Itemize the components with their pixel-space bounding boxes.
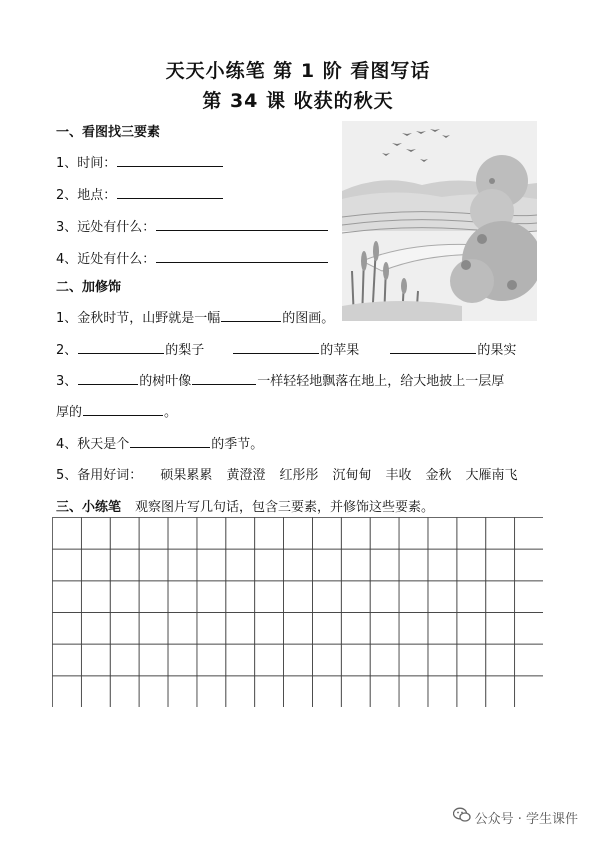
grid-cell[interactable]: [486, 644, 515, 676]
grid-cell[interactable]: [457, 613, 486, 645]
grid-cell[interactable]: [110, 518, 139, 550]
grid-cell[interactable]: [255, 613, 284, 645]
q2-fruit: 的果实: [477, 343, 517, 358]
grid-cell[interactable]: [284, 676, 313, 707]
q2-pear: 的梨子: [165, 343, 205, 358]
grid-cell[interactable]: [486, 613, 515, 645]
grid-cell[interactable]: [110, 613, 139, 645]
grid-cell[interactable]: [197, 613, 226, 645]
word-item: 丰收: [385, 468, 412, 483]
grid-cell[interactable]: [168, 676, 197, 707]
grid-cell[interactable]: [226, 676, 255, 707]
grid-cell[interactable]: [255, 644, 284, 676]
q2-number: 2、: [56, 343, 78, 358]
q3-rest: 一样轻轻地飘落在地上，给大地披上一层厚: [257, 374, 505, 389]
q2-line: [56, 339, 516, 358]
grid-cell[interactable]: [139, 613, 168, 645]
grid-cell[interactable]: [110, 581, 139, 613]
grid-cell[interactable]: [312, 549, 341, 581]
q4-line: [56, 433, 263, 452]
grid-cell[interactable]: [53, 676, 82, 707]
place-label: 2、地点：: [56, 188, 117, 203]
grid-cell[interactable]: [428, 518, 457, 550]
grid-cell[interactable]: [515, 676, 543, 707]
grid-cell[interactable]: [197, 676, 226, 707]
grid-cell[interactable]: [81, 549, 110, 581]
grid-cell[interactable]: [53, 518, 82, 550]
grid-cell[interactable]: [428, 644, 457, 676]
grid-cell[interactable]: [457, 676, 486, 707]
grid-cell[interactable]: [399, 644, 428, 676]
grid-cell[interactable]: [312, 581, 341, 613]
grid-cell[interactable]: [486, 549, 515, 581]
grid-cell[interactable]: [399, 676, 428, 707]
grid-cell[interactable]: [168, 613, 197, 645]
grid-cell[interactable]: [139, 549, 168, 581]
grid-cell[interactable]: [341, 676, 370, 707]
q3-number: 3、: [56, 374, 78, 389]
grid-cell[interactable]: [81, 644, 110, 676]
grid-cell[interactable]: [226, 613, 255, 645]
section2-heading: 二、加修饰: [56, 280, 122, 295]
grid-cell[interactable]: [255, 518, 284, 550]
grid-cell[interactable]: [312, 676, 341, 707]
grid-cell[interactable]: [515, 644, 543, 676]
q3-leaves: 的树叶像: [139, 374, 192, 389]
grid-cell[interactable]: [197, 549, 226, 581]
section3-header: [56, 496, 434, 515]
grid-cell[interactable]: [341, 613, 370, 645]
grid-cell[interactable]: [457, 518, 486, 550]
word-item: 红彤彤: [279, 468, 319, 483]
grid-cell[interactable]: [399, 581, 428, 613]
q3-blank-3[interactable]: [83, 401, 163, 416]
grid-cell[interactable]: [341, 581, 370, 613]
grid-cell[interactable]: [81, 676, 110, 707]
grid-cell[interactable]: [428, 581, 457, 613]
grid-cell[interactable]: [284, 644, 313, 676]
grid-cell[interactable]: [486, 518, 515, 550]
section3-instruction: 观察图片写几句话，包含三要素，并修饰这些要素。: [135, 500, 435, 515]
word-item: 大雁南飞: [465, 468, 518, 483]
footer-text: 公众号 · 学生课件: [474, 812, 578, 827]
grid-cell[interactable]: [399, 613, 428, 645]
grid-cell[interactable]: [457, 581, 486, 613]
grid-cell[interactable]: [370, 549, 399, 581]
grid-cell[interactable]: [255, 549, 284, 581]
grid-cell[interactable]: [428, 549, 457, 581]
q1-prefix: 1、金秋时节，山野就是一幅: [56, 311, 221, 326]
q2-blank-1[interactable]: [78, 339, 164, 354]
grid-cell[interactable]: [139, 581, 168, 613]
word-bank-label: 5、备用好词：: [56, 468, 143, 483]
grid-cell[interactable]: [515, 581, 543, 613]
place-field: [56, 184, 224, 203]
section1-heading: 一、看图找三要素: [56, 125, 161, 140]
grid-cell[interactable]: [370, 644, 399, 676]
time-blank[interactable]: [117, 152, 223, 167]
q4-blank[interactable]: [130, 433, 210, 448]
grid-cell[interactable]: [428, 613, 457, 645]
grid-cell[interactable]: [284, 581, 313, 613]
q3-blank-1[interactable]: [78, 370, 138, 385]
wechat-icon: [453, 807, 471, 823]
grid-cell[interactable]: [486, 581, 515, 613]
grid-cell[interactable]: [284, 518, 313, 550]
word-item: 硕果累累: [160, 468, 213, 483]
q4-prefix: 4、秋天是个: [56, 437, 130, 452]
q3-line-2: [56, 401, 177, 420]
grid-cell[interactable]: [110, 644, 139, 676]
grid-cell[interactable]: [197, 644, 226, 676]
near-label: 4、近处有什么：: [56, 252, 156, 267]
grid-cell[interactable]: [81, 518, 110, 550]
grid-cell[interactable]: [457, 549, 486, 581]
grid-cell[interactable]: [515, 613, 543, 645]
grid-cell[interactable]: [399, 518, 428, 550]
q4-suffix: 的季节。: [211, 437, 264, 452]
grid-cell[interactable]: [255, 676, 284, 707]
grid-cell[interactable]: [139, 676, 168, 707]
q2-apple: 的苹果: [320, 343, 360, 358]
grid-cell[interactable]: [139, 644, 168, 676]
grid-cell[interactable]: [370, 676, 399, 707]
word-item: 金秋: [425, 468, 452, 483]
q1-blank[interactable]: [221, 307, 281, 322]
grid-cell[interactable]: [53, 644, 82, 676]
word-item: 沉甸甸: [332, 468, 372, 483]
time-field: [56, 152, 224, 171]
q3-end: 。: [164, 405, 178, 420]
grid-cell[interactable]: [110, 549, 139, 581]
grid-cell[interactable]: [284, 613, 313, 645]
grid-cell[interactable]: [197, 581, 226, 613]
grid-cell[interactable]: [370, 518, 399, 550]
near-field: [56, 248, 329, 267]
grid-cell[interactable]: [486, 676, 515, 707]
grid-cell[interactable]: [226, 644, 255, 676]
grid-cell[interactable]: [284, 549, 313, 581]
grid-cell[interactable]: [341, 644, 370, 676]
grid-cell[interactable]: [53, 549, 82, 581]
footer-watermark: [475, 808, 578, 827]
grid-cell[interactable]: [226, 549, 255, 581]
grid-cell[interactable]: [457, 644, 486, 676]
grid-cell[interactable]: [168, 581, 197, 613]
grid-cell[interactable]: [168, 518, 197, 550]
grid-cell[interactable]: [168, 644, 197, 676]
grid-cell[interactable]: [197, 518, 226, 550]
word-bank: [56, 464, 518, 483]
q1-suffix: 的图画。: [282, 311, 335, 326]
grid-cell[interactable]: [53, 581, 82, 613]
place-blank[interactable]: [117, 184, 223, 199]
grid-cell[interactable]: [168, 549, 197, 581]
grid-cell[interactable]: [370, 613, 399, 645]
word-item: 黄澄澄: [226, 468, 266, 483]
time-label: 1、时间：: [56, 156, 117, 171]
q3-line: [56, 370, 504, 389]
grid-cell[interactable]: [139, 518, 168, 550]
q2-blank-2[interactable]: [233, 339, 319, 354]
grid-cell[interactable]: [226, 518, 255, 550]
grid-cell[interactable]: [312, 613, 341, 645]
far-label: 3、远处有什么：: [56, 220, 156, 235]
grid-cell[interactable]: [515, 518, 543, 550]
page-title-line2: 第 34 课 收获的秋天: [202, 90, 394, 112]
grid-cell[interactable]: [515, 549, 543, 581]
grid-cell[interactable]: [399, 549, 428, 581]
grid-cell[interactable]: [312, 518, 341, 550]
grid-cell[interactable]: [226, 581, 255, 613]
grid-cell[interactable]: [255, 581, 284, 613]
q2-blank-3[interactable]: [390, 339, 476, 354]
grid-cell[interactable]: [341, 518, 370, 550]
grid-cell[interactable]: [428, 676, 457, 707]
q1-line: [56, 307, 334, 326]
autumn-harvest-illustration: [342, 121, 537, 321]
grid-cell[interactable]: [81, 581, 110, 613]
q3-blank-2[interactable]: [192, 370, 256, 385]
writing-grid[interactable]: [52, 517, 543, 707]
near-blank[interactable]: [156, 248, 328, 263]
grid-cell[interactable]: [341, 549, 370, 581]
grid-cell[interactable]: [110, 676, 139, 707]
q3-continue: 厚的: [56, 405, 83, 420]
grid-cell[interactable]: [312, 644, 341, 676]
grid-cell[interactable]: [81, 613, 110, 645]
grid-cell[interactable]: [370, 581, 399, 613]
page-title-line1: 天天小练笔 第 1 阶 看图写话: [165, 60, 431, 82]
section3-heading: 三、小练笔: [56, 500, 122, 515]
far-blank[interactable]: [156, 216, 328, 231]
far-field: [56, 216, 329, 235]
grid-cell[interactable]: [53, 613, 82, 645]
